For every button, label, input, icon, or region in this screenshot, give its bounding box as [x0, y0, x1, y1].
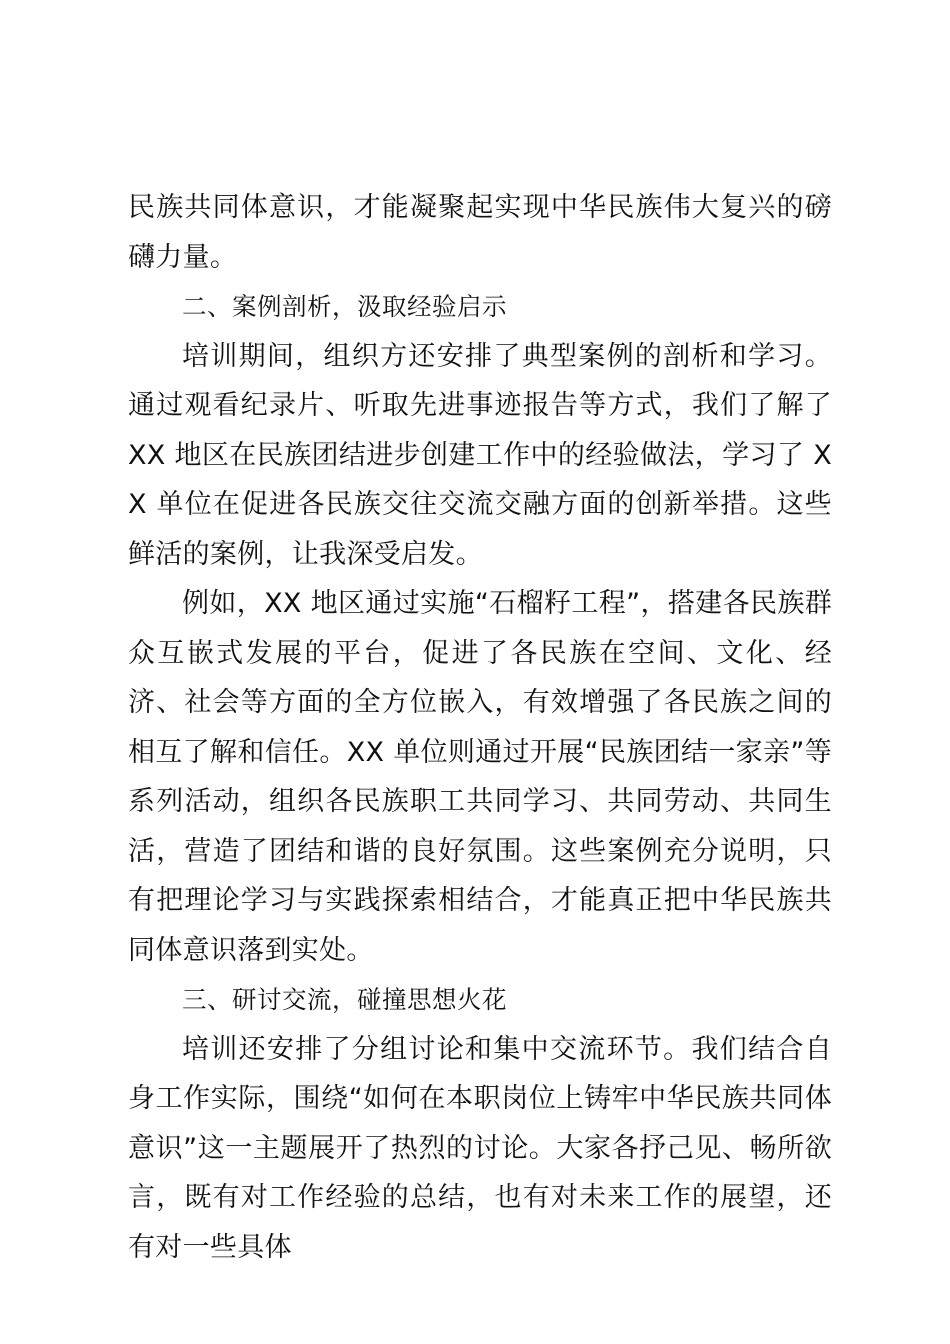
paragraph-case-examples: 例如，XX 地区通过实施“石榴籽工程”，搭建各民族群众互嵌式发展的平台，促进了各民族在空间、文化、经济、社会等方面的全方位嵌入，有效增强了各民族之间的相互了解和信任。XX 单位则通过开展“民族团结一家亲”等系列活动，组织各民族职工共同学习、共同劳动、共同生活，营造了团结和谐的良好氛围。这些案例充分说明，只有把理论学习与实践探索相结合，才能真正把中华民族共同体意识落到实处。 — [128, 588, 832, 966]
paragraph-case-study-intro: 培训期间，组织方还安排了典型案例的剖析和学习。通过观看纪录片、听取先进事迹报告等方式，我们了解了 XX 地区在民族团结进步创建工作中的经验做法，学习了 XX 单位在促进各民族交往交流交融方面的创新举措。这些鲜活的案例，让我深受启发。 — [128, 340, 832, 570]
section-heading-2: 二、案例剖析，汲取经验启示 — [182, 292, 507, 321]
paragraph-continuation: 民族共同体意识，才能凝聚起实现中华民族伟大复兴的磅礴力量。 — [128, 192, 832, 273]
paragraph-discussion: 培训还安排了分组讨论和集中交流环节。我们结合自身工作实际，围绕“如何在本职岗位上铸牢中华民族共同体意识”这一主题展开了热烈的讨论。大家各抒己见、畅所欲言，既有对工作经验的总结，也有对未来工作的展望，还有对一些具体 — [128, 1033, 832, 1263]
document-body — [128, 183, 832, 1272]
section-heading-3: 三、研讨交流，碰撞思想火花 — [182, 985, 507, 1014]
